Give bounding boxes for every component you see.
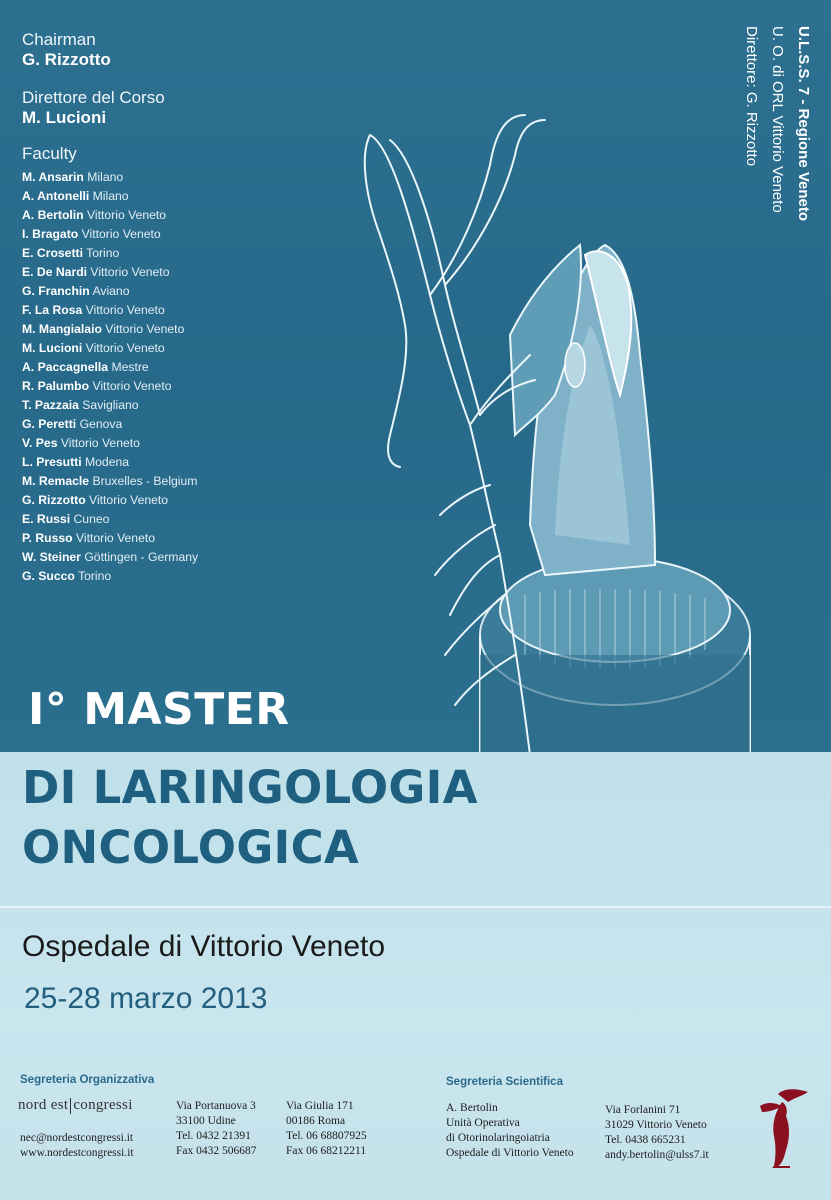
faculty-member-name: E. De Nardi	[22, 265, 88, 279]
faculty-member	[22, 529, 198, 548]
faculty-member-city: Cuneo	[73, 512, 110, 526]
faculty-member-city: Vittorio Veneto	[105, 322, 185, 336]
faculty-member-name: M. Mangialaio	[22, 322, 102, 336]
roma-line: Tel. 06 68807925	[286, 1130, 367, 1142]
roma-office	[286, 1099, 367, 1159]
director-label: Direttore del Corso	[22, 88, 165, 107]
faculty-member	[22, 320, 198, 339]
organizer-web-contacts	[20, 1131, 134, 1161]
chairman-label: Chairman	[22, 30, 96, 49]
faculty-member-city: Torino	[86, 246, 120, 260]
scientific-contact	[446, 1101, 574, 1161]
faculty-member-name: W. Steiner	[22, 550, 81, 564]
faculty-member-name: G. Succo	[22, 569, 75, 583]
udine-line: 33100 Udine	[176, 1115, 236, 1127]
faculty-member-city: Vittorio Veneto	[87, 208, 167, 222]
faculty-member-name: F. La Rosa	[22, 303, 83, 317]
larynx-illustration	[330, 95, 770, 752]
roma-line: Via Giulia 171	[286, 1100, 354, 1112]
scientific-contact-line: Ospedale di Vittorio Veneto	[446, 1147, 574, 1159]
faculty-member	[22, 263, 198, 282]
title-line-2: ONCOLOGICA	[22, 821, 360, 874]
faculty-member-name: G. Peretti	[22, 417, 77, 431]
faculty-member-city: Mestre	[111, 360, 149, 374]
faculty-member-city: Vittorio Veneto	[90, 265, 170, 279]
faculty-member-name: G. Rizzotto	[22, 493, 86, 507]
faculty-member	[22, 453, 198, 472]
udine-office	[176, 1099, 257, 1159]
organizer-block	[738, 26, 814, 316]
organizer-line-3: Direttore: G. Rizzotto	[743, 26, 760, 167]
faculty-member-name: M. Lucioni	[22, 341, 83, 355]
faculty-member	[22, 244, 198, 263]
organizer-line-1: U.L.S.S. 7 - Regione Veneto	[795, 26, 812, 222]
faculty-member-city: Vittorio Veneto	[85, 341, 165, 355]
faculty-member-city: Vittorio Veneto	[60, 436, 140, 450]
udine-line: Fax 0432 506687	[176, 1145, 257, 1157]
scientific-address	[605, 1103, 709, 1163]
faculty-member-city: Aviano	[92, 284, 130, 298]
faculty-member-city: Vittorio Veneto	[75, 531, 156, 545]
faculty-member	[22, 301, 198, 320]
faculty-member-city: Vittorio Veneto	[85, 303, 165, 317]
faculty-member-name: A. Paccagnella	[22, 360, 109, 374]
logo-left-text: nord est	[18, 1097, 69, 1113]
faculty-member	[22, 567, 198, 586]
faculty-member	[22, 377, 198, 396]
faculty-member-name: A. Antonelli	[22, 189, 90, 203]
faculty-member-city: Milano	[92, 189, 129, 203]
faculty-member-city: Torino	[78, 569, 112, 583]
faculty-member-name: E. Crosetti	[22, 246, 83, 260]
divider	[0, 906, 831, 908]
udine-line: Via Portanuova 3	[176, 1100, 256, 1112]
chairman-name: G. Rizzotto	[22, 50, 111, 69]
faculty-member	[22, 510, 198, 529]
faculty-member-name: A. Bertolin	[22, 208, 84, 222]
faculty-member	[22, 206, 198, 225]
scientific-contact-line: di Otorinolaringoiatria	[446, 1132, 550, 1144]
faculty-member	[22, 187, 198, 206]
logo-divider	[70, 1098, 71, 1114]
nord-est-congressi-logo	[18, 1097, 133, 1114]
faculty-member-name: L. Presutti	[22, 455, 82, 469]
faculty-member-name: R. Palumbo	[22, 379, 90, 393]
committee-column	[22, 30, 198, 586]
faculty-member-city: Vittorio Veneto	[89, 493, 169, 507]
faculty-member-name: M. Ansarin	[22, 170, 84, 184]
faculty-member	[22, 168, 198, 187]
faculty-member	[22, 434, 198, 453]
segreteria-organizzativa-heading: Segreteria Organizzativa	[20, 1074, 155, 1086]
faculty-member	[22, 415, 198, 434]
faculty-member-city: Bruxelles - Belgium	[92, 474, 198, 488]
faculty-member	[22, 282, 198, 301]
logo-right-text: congressi	[73, 1097, 133, 1113]
faculty-member-city: Milano	[87, 170, 124, 184]
faculty-member-name: M. Remacle	[22, 474, 90, 488]
faculty-member	[22, 396, 198, 415]
faculty-member-city: Vittorio Veneto	[92, 379, 172, 393]
organizer-email: nec@nordestcongressi.it	[20, 1132, 134, 1144]
director-name: M. Lucioni	[22, 108, 107, 127]
faculty-member-city: Savigliano	[82, 398, 139, 412]
scientific-contact-line: Unità Operativa	[446, 1117, 520, 1129]
master-title: I° MASTER	[28, 684, 290, 735]
scientific-address-line: andy.bertolin@ulss7.it	[605, 1149, 709, 1161]
faculty-list	[22, 168, 198, 586]
scientific-address-line: Via Forlanini 71	[605, 1104, 681, 1116]
scientific-address-line: 31029 Vittorio Veneto	[605, 1119, 707, 1131]
organizer-line-2: U. O. di ORL Vittorio Veneto	[769, 26, 786, 213]
roma-line: Fax 06 68212211	[286, 1145, 367, 1157]
faculty-member-name: G. Franchin	[22, 284, 90, 298]
faculty-title: Faculty	[22, 144, 77, 163]
scientific-contact-line: A. Bertolin	[446, 1102, 498, 1114]
roma-line: 00186 Roma	[286, 1115, 346, 1127]
winged-victory-emblem	[756, 1086, 812, 1168]
segreteria-scientifica-heading: Segreteria Scientifica	[446, 1076, 563, 1088]
faculty-member-name: V. Pes	[22, 436, 58, 450]
faculty-member	[22, 339, 198, 358]
faculty-member	[22, 472, 198, 491]
faculty-member	[22, 225, 198, 244]
event-dates: 25-28 marzo 2013	[24, 982, 268, 1015]
faculty-member-name: I. Bragato	[22, 227, 79, 241]
scientific-address-line: Tel. 0438 665231	[605, 1134, 686, 1146]
faculty-member	[22, 548, 198, 567]
faculty-member	[22, 358, 198, 377]
title-line-1: DI LARINGOLOGIA	[22, 761, 478, 814]
faculty-member-city: Genova	[79, 417, 123, 431]
faculty-member-city: Göttingen - Germany	[84, 550, 199, 564]
udine-line: Tel. 0432 21391	[176, 1130, 251, 1142]
faculty-member-name: T. Pazzaia	[22, 398, 79, 412]
venue: Ospedale di Vittorio Veneto	[22, 930, 386, 963]
faculty-member-name: P. Russo	[22, 531, 73, 545]
organizer-website: www.nordestcongressi.it	[20, 1147, 134, 1159]
faculty-member-city: Modena	[84, 455, 130, 469]
faculty-member-city: Vittorio Veneto	[81, 227, 161, 241]
faculty-member-name: E. Russi	[22, 512, 71, 526]
faculty-member	[22, 491, 198, 510]
